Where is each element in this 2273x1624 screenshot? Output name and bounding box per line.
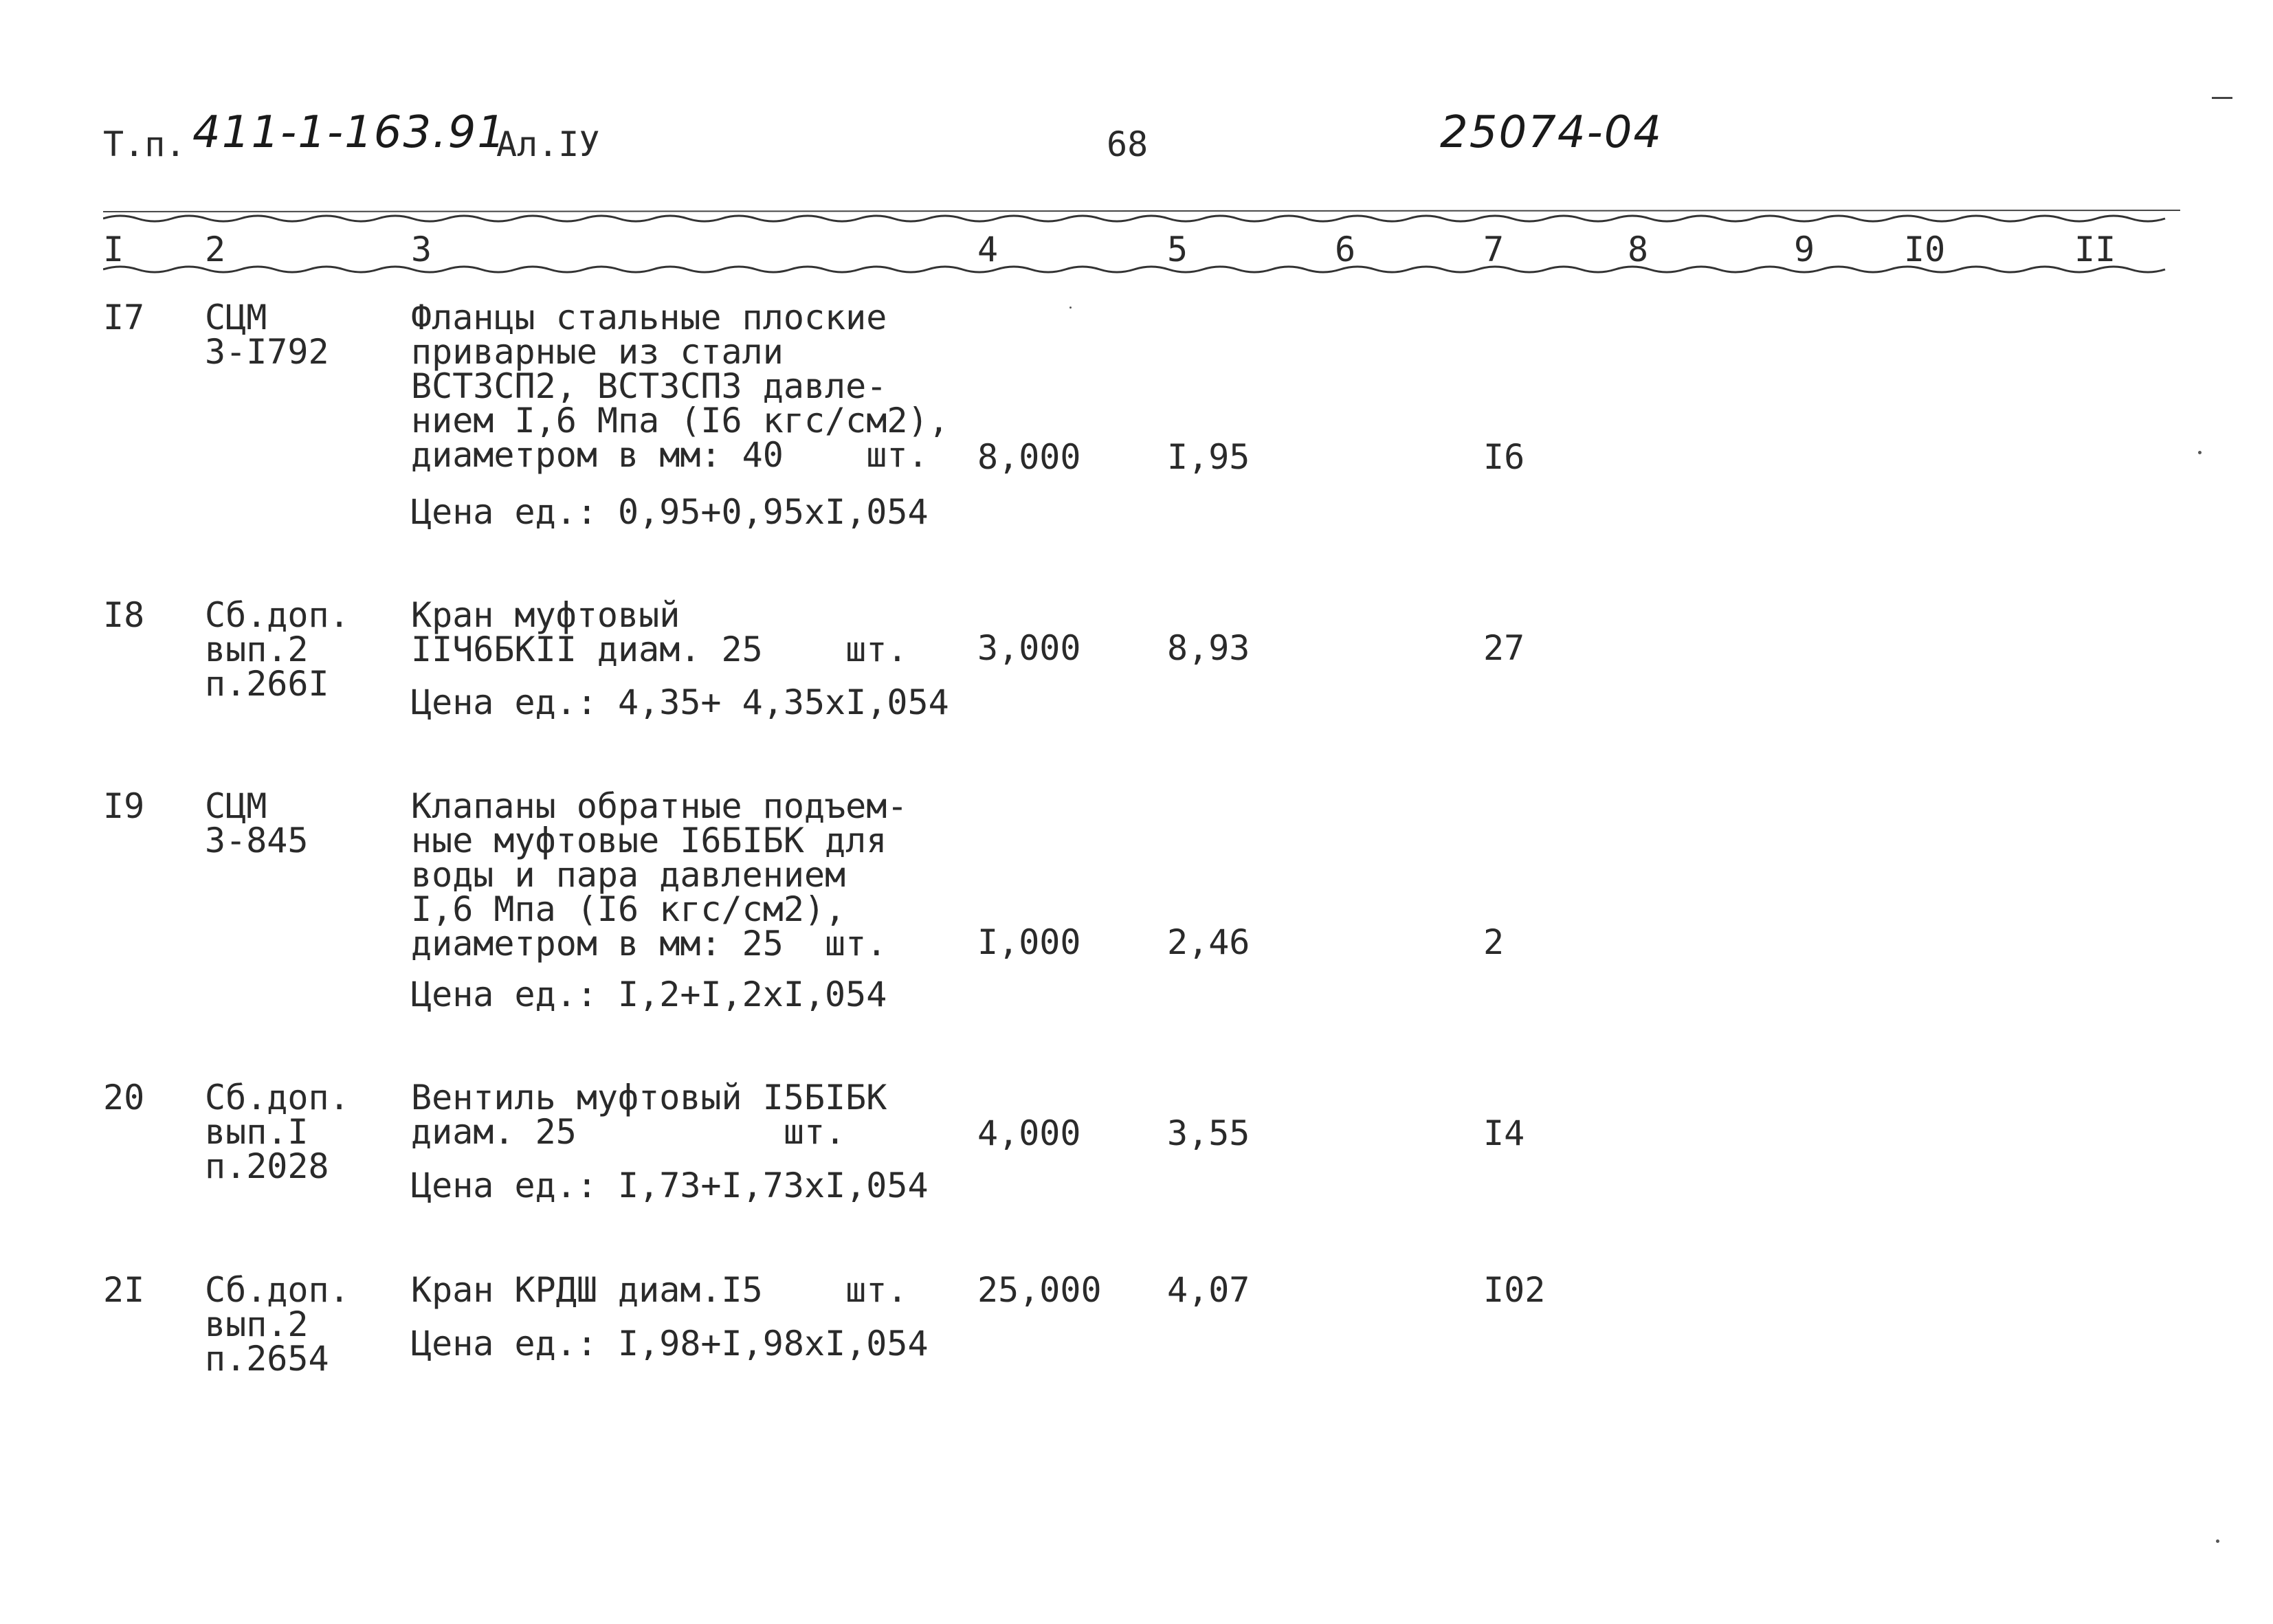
row-reference: СЦМ 3-845	[205, 786, 309, 860]
row-unit-cost: 2,46	[1167, 922, 1250, 962]
col-header-3: 3	[411, 230, 432, 269]
album-number: Ал.IУ	[496, 124, 600, 164]
row-quantity: 8,000	[977, 437, 1081, 477]
row-quantity: 3,000	[977, 628, 1081, 668]
scan-mark-dot	[2198, 451, 2202, 454]
row-number: 2I	[103, 1270, 145, 1310]
row-reference: Сб.доп. вып.I п.2028	[205, 1078, 350, 1186]
row-total: 2	[1483, 922, 1505, 962]
col-header-10: I0	[1904, 230, 1946, 269]
row-description: Клапаны обратные подъем- ные муфтовые I6БIБК для воды и пара давлением I,6 Мпа (I6 кгс/см2), диаметром в мм: 25 шт.	[411, 786, 908, 964]
document-code: 25074-04	[1440, 107, 1663, 158]
row-unit-price: Цена ед.: I,2+I,2хI,054	[411, 975, 887, 1014]
row-quantity: I,000	[977, 922, 1081, 962]
page-number: 68	[1107, 124, 1149, 164]
row-quantity: 4,000	[977, 1113, 1081, 1153]
row-unit-price: Цена ед.: 0,95+0,95хI,054	[411, 492, 929, 532]
row-number: 20	[103, 1078, 145, 1117]
row-description: Фланцы стальные плоские приварные из стали ВСТ3СП2, ВСТ3СП3 давле- нием I,6 Мпа (I6 кгс/см2), диаметром в мм: 40 шт.	[411, 298, 949, 475]
row-number: I8	[103, 595, 145, 635]
col-header-7: 7	[1483, 230, 1505, 269]
row-total: I6	[1483, 437, 1525, 477]
row-unit-price: Цена ед.: I,98+I,98хI,054	[411, 1324, 929, 1364]
col-header-6: 6	[1335, 230, 1356, 269]
row-reference: Сб.доп. вып.2 п.2654	[205, 1270, 350, 1379]
col-header-9: 9	[1794, 230, 1815, 269]
row-total: I4	[1483, 1113, 1525, 1153]
row-description: Кран муфтовый IIЧ6БКII диам. 25 шт.	[411, 595, 908, 669]
row-description: Кран КРДШ диам.I5 шт.	[411, 1270, 908, 1310]
row-unit-cost: I,95	[1167, 437, 1250, 477]
scan-mark-dot	[2216, 1539, 2219, 1543]
header-bottom-rule	[103, 260, 2180, 280]
row-description: Вентиль муфтовый I5БIБК диам. 25 шт.	[411, 1078, 887, 1152]
table-top-rule	[103, 206, 2180, 227]
project-number: 411-1-163.91	[192, 107, 507, 158]
col-header-4: 4	[977, 230, 999, 269]
row-unit-cost: 3,55	[1167, 1113, 1250, 1153]
col-header-5: 5	[1167, 230, 1188, 269]
row-number: I7	[103, 298, 145, 337]
row-quantity: 25,000	[977, 1270, 1102, 1310]
col-header-2: 2	[205, 230, 226, 269]
row-unit-price: Цена ед.: 4,35+ 4,35хI,054	[411, 682, 949, 722]
row-total: 27	[1483, 628, 1525, 668]
header-prefix: Т.п.	[103, 124, 186, 164]
row-total: I02	[1483, 1270, 1546, 1310]
scan-mark-dash	[2212, 97, 2232, 99]
col-header-1: I	[103, 230, 124, 269]
col-header-11: II	[2074, 230, 2116, 269]
row-unit-cost: 8,93	[1167, 628, 1250, 668]
scan-mark-dot	[1069, 307, 1072, 309]
row-number: I9	[103, 786, 145, 826]
row-reference: СЦМ 3-I792	[205, 298, 329, 372]
col-header-8: 8	[1628, 230, 1649, 269]
row-unit-price: Цена ед.: I,73+I,73хI,054	[411, 1166, 929, 1205]
row-reference: Сб.доп. вып.2 п.266I	[205, 595, 350, 704]
row-unit-cost: 4,07	[1167, 1270, 1250, 1310]
